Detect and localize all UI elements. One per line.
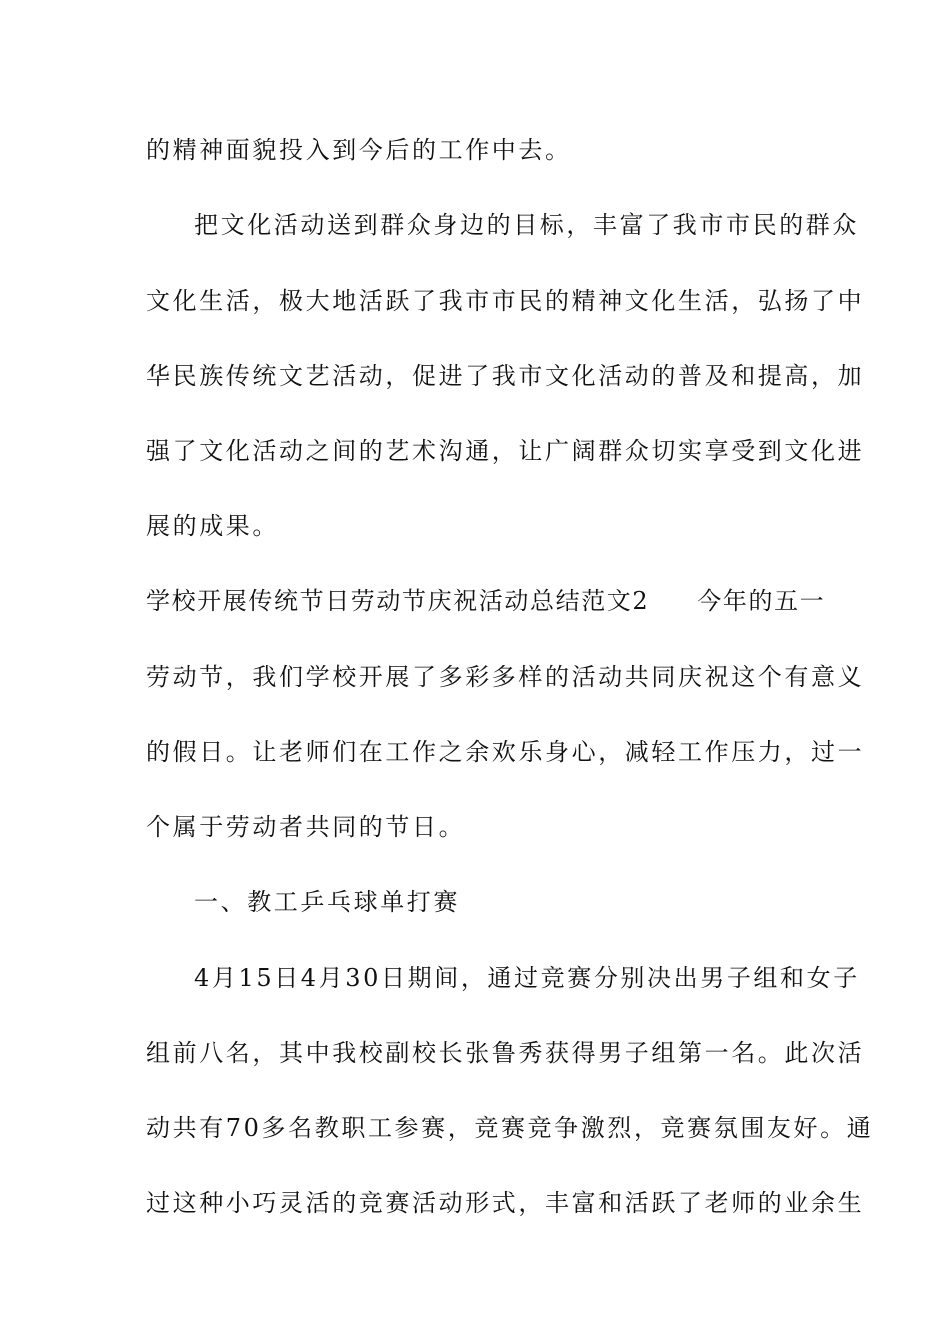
paragraph-line: 个属于劳动者共同的节日。 xyxy=(146,813,466,841)
paragraph-line: 展的成果。 xyxy=(146,512,279,540)
paragraph-line: 的假日。让老师们在工作之余欢乐身心，减轻工作压力，过一 xyxy=(146,738,865,766)
paragraph-line: 强了文化活动之间的艺术沟通，让广阔群众切实享受到文化进 xyxy=(146,437,865,465)
paragraph-line: 组前八名，其中我校副校长张鲁秀获得男子组第一名。此次活 xyxy=(146,1039,865,1067)
paragraph-line: 把文化活动送到群众身边的目标，丰富了我市市民的群众 xyxy=(194,211,859,239)
paragraph-line: 过这种小巧灵活的竞赛活动形式，丰富和活跃了老师的业余生 xyxy=(146,1189,865,1217)
paragraph-line: 4月15日4月30日期间，通过竞赛分别决出男子组和女子 xyxy=(194,964,860,992)
paragraph-line: 文化生活，极大地活跃了我市市民的精神文化生活，弘扬了中 xyxy=(146,287,865,315)
paragraph-line: 劳动节，我们学校开展了多彩多样的活动共同庆祝这个有意义 xyxy=(146,663,865,691)
paragraph-line: 华民族传统文艺活动，促进了我市文化活动的普及和提高，加 xyxy=(146,362,865,390)
paragraph-line-continuation: 的精神面貌投入到今后的工作中去。 xyxy=(146,136,572,164)
section-title: 学校开展传统节日劳动节庆祝活动总结范文2 xyxy=(146,587,650,615)
section-heading-row xyxy=(146,585,826,617)
paragraph-line-start: 今年的五一 xyxy=(697,587,826,615)
subsection-heading: 一、教工乒乓球单打赛 xyxy=(194,888,460,916)
paragraph-line: 动共有70多名教职工参赛，竞赛竞争激烈，竞赛氛围友好。通 xyxy=(146,1114,874,1142)
